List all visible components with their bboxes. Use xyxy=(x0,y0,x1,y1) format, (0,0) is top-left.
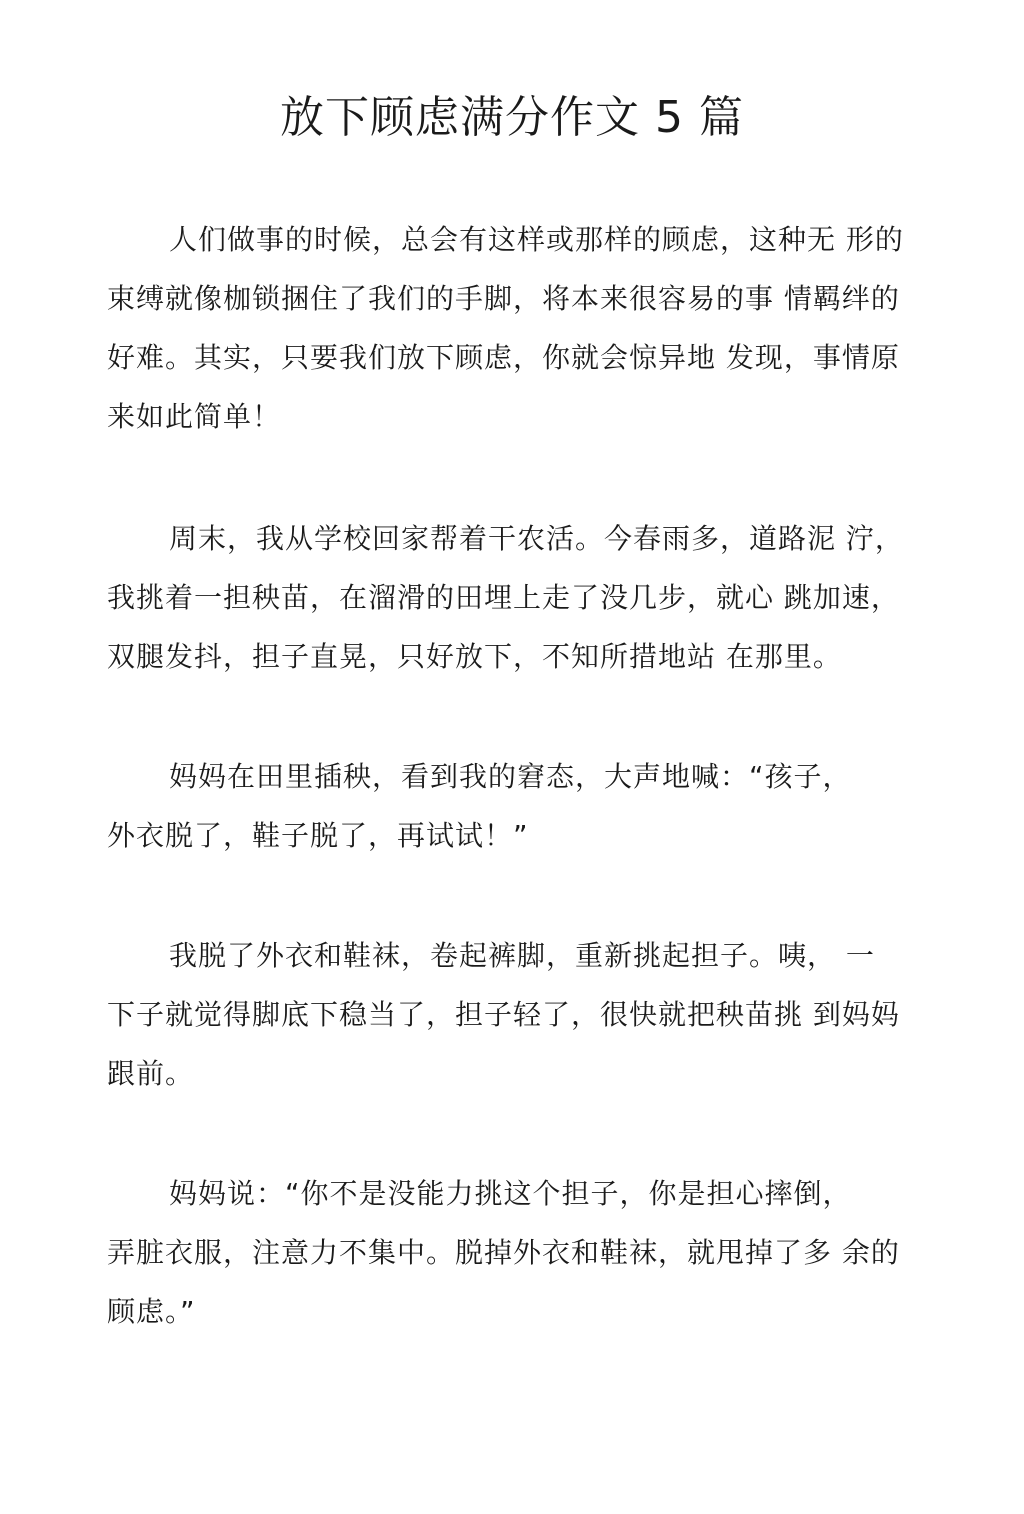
paragraph-line: 跟前。 xyxy=(107,1057,195,1090)
paragraph-1 xyxy=(107,210,927,446)
paragraph-line: 顾虑。” xyxy=(107,1295,196,1328)
paragraph-line: 周末，我从学校回家帮着干农活。今春雨多，道路泥 泞， xyxy=(169,522,904,555)
paragraph-line: 我脱了外衣和鞋袜，卷起裤脚，重新挑起担子。咦， 一 xyxy=(169,939,875,972)
paragraph-5 xyxy=(107,1164,927,1341)
paragraph-line: 人们做事的时候，总会有这样或那样的顾虑，这种无 形的 xyxy=(169,223,904,256)
paragraph-line: 双腿发抖，担子直晃，只好放下，不知所措地站 在那里。 xyxy=(107,640,842,673)
paragraph-line: 妈妈在田里插秧，看到我的窘态，大声地喊：“孩子， xyxy=(169,760,852,793)
document-title: 放下顾虑满分作文 5 篇 xyxy=(280,92,744,143)
paragraph-line: 外衣脱了，鞋子脱了，再试试！” xyxy=(107,819,529,852)
paragraph-2 xyxy=(107,509,927,686)
paragraph-line: 下子就觉得脚底下稳当了，担子轻了，很快就把秧苗挑 到妈妈 xyxy=(107,998,900,1031)
paragraph-line: 来如此简单！ xyxy=(107,400,282,433)
paragraph-4 xyxy=(107,926,927,1103)
paragraph-line: 束缚就像枷锁捆住了我们的手脚，将本来很容易的事 情羁绊的 xyxy=(107,282,900,315)
paragraph-line: 弄脏衣服，注意力不集中。脱掉外衣和鞋袜，就甩掉了多 余的 xyxy=(107,1236,900,1269)
paragraph-line: 我挑着一担秧苗，在溜滑的田埋上走了没几步，就心 跳加速， xyxy=(107,581,900,614)
paragraph-line: 妈妈说：“你不是没能力挑这个担子，你是担心摔倒， xyxy=(169,1177,852,1210)
paragraph-3 xyxy=(107,747,927,865)
paragraph-line: 好难。其实，只要我们放下顾虑，你就会惊异地 发现，事情原 xyxy=(107,341,900,374)
